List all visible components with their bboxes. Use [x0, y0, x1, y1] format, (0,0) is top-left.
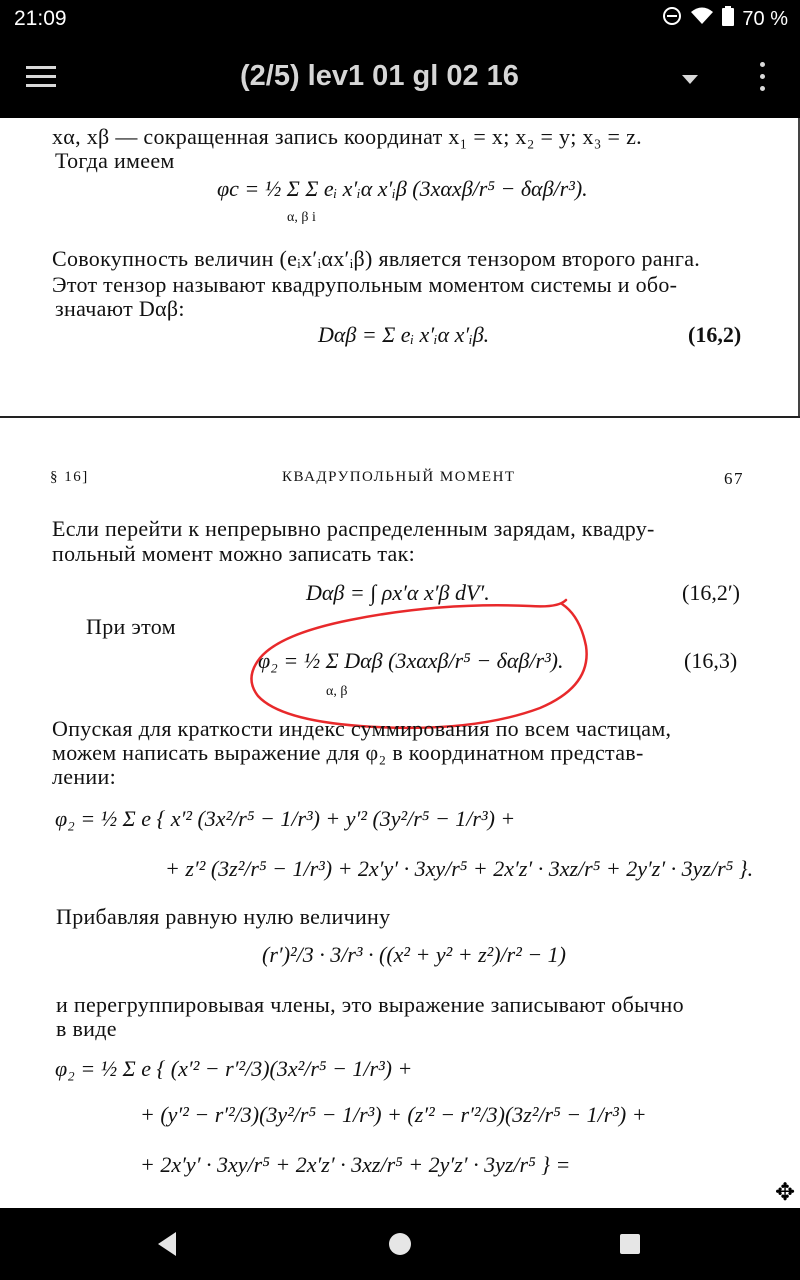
text-line: лении:	[52, 764, 116, 789]
formula: Dαβ = ∫ ρx′α x′β dV′.	[306, 580, 490, 605]
text-line: Если перейти к непрерывно распределенным зарядам, квадру-	[52, 516, 655, 541]
text-line: При этом	[86, 614, 176, 639]
section-mark: § 16]	[50, 469, 89, 485]
text-line: Совокупность величин (eᵢx′ᵢαx′ᵢβ) является тензором второго ранга.	[52, 246, 701, 271]
do-not-disturb-icon	[662, 6, 682, 32]
equation-number: (16,2′)	[682, 580, 740, 605]
formula: + (y′² − r′²/3)(3y²/r⁵ − 1/r³) + (z′² − r′²/3)(3z²/r⁵ − 1/r³) +	[140, 1102, 647, 1127]
formula: + 2x′y′ · 3xy/r⁵ + 2x′z′ · 3xz/r⁵ + 2y′z′ · 3yz/r⁵ } =	[140, 1152, 571, 1177]
page-divider	[0, 416, 800, 418]
text-line: в виде	[56, 1016, 117, 1041]
text-line: значают Dαβ:	[55, 296, 185, 321]
formula: φ₂ = ½ Σ e { x′² (3x²/r⁵ − 1/r³) + y′² (3y²/r⁵ − 1/r³) +	[55, 806, 516, 831]
page-number: 67	[724, 469, 744, 488]
hamburger-menu-icon[interactable]	[26, 66, 56, 88]
text-line: Опуская для краткости индекс суммирования по всем частицам,	[52, 716, 672, 741]
formula-subscript: α, β i	[287, 210, 316, 225]
formula: Dαβ = Σ eᵢ x′ᵢα x′ᵢβ.	[318, 322, 490, 347]
recents-icon[interactable]	[620, 1234, 640, 1254]
text-line: Тогда имеем	[55, 148, 175, 173]
battery-icon	[722, 6, 734, 32]
formula: (r′)²/3 · 3/r³ · ((x² + y² + z²)/r² − 1)	[262, 942, 566, 967]
status-time: 21:09	[14, 7, 67, 30]
home-icon[interactable]	[389, 1233, 411, 1255]
text-line: xα, xβ — сокращенная запись координат x₁ = x; x₂ = y; x₃ = z.	[52, 124, 642, 149]
running-header: КВАДРУПОЛЬНЫЙ МОМЕНТ	[282, 469, 516, 485]
text-line: и перегруппировывая члены, это выражение записывают обычно	[56, 992, 684, 1017]
formula: + z′² (3z²/r⁵ − 1/r³) + 2x′y′ · 3xy/r⁵ + 2x′z′ · 3xz/r⁵ + 2y′z′ · 3yz/r⁵ }.	[165, 856, 754, 881]
move-icon[interactable]: ✥	[774, 1179, 796, 1206]
back-icon[interactable]	[158, 1232, 176, 1256]
document-title[interactable]: (2/5) lev1 01 gl 02 16	[240, 60, 519, 92]
overflow-menu-icon[interactable]	[760, 62, 766, 96]
status-bar	[0, 0, 800, 38]
red-circle-annotation	[240, 596, 600, 736]
text-line: польный момент можно записать так:	[52, 541, 415, 566]
battery-percent: 70 %	[742, 7, 788, 30]
wifi-icon	[690, 6, 714, 32]
document-page[interactable]	[0, 118, 800, 1208]
formula: φc = ½ Σ Σ eᵢ x′ᵢα x′ᵢβ (3xαxβ/r⁵ − δαβ/r³).	[217, 176, 588, 201]
formula: φ₂ = ½ Σ Dαβ (3xαxβ/r⁵ − δαβ/r³).	[258, 648, 564, 673]
formula-subscript: α, β	[326, 684, 348, 699]
equation-number: (16,2)	[688, 322, 742, 347]
status-icons	[662, 6, 788, 32]
dropdown-triangle-icon[interactable]	[682, 75, 698, 84]
equation-number: (16,3)	[684, 648, 738, 673]
app-toolbar	[0, 38, 800, 118]
text-line: Этот тензор называют квадрупольным моментом системы и обо-	[52, 272, 678, 297]
text-line: Прибавляя равную нулю величину	[56, 904, 391, 929]
text-line: можем написать выражение для φ₂ в координатном представ-	[52, 740, 644, 765]
formula: φ₂ = ½ Σ e { (x′² − r′²/3)(3x²/r⁵ − 1/r³) +	[55, 1056, 413, 1081]
system-nav-bar	[0, 1208, 800, 1280]
